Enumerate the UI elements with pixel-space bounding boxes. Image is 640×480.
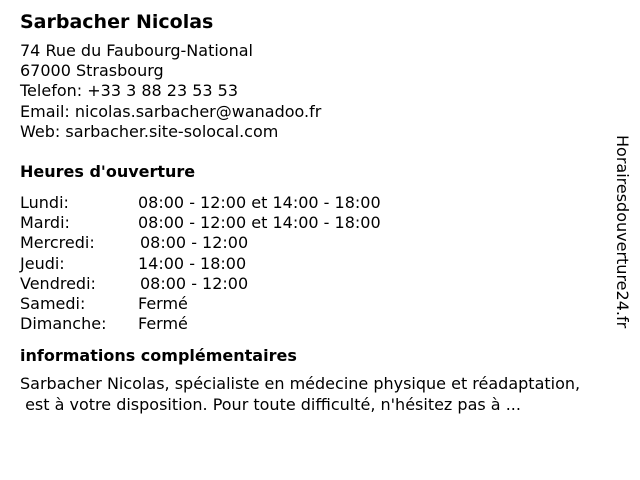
hours-day: Jeudi: bbox=[20, 253, 65, 273]
hours-day: Mercredi: bbox=[20, 233, 95, 253]
hours-row-lundi bbox=[20, 193, 610, 213]
hours-times: 08:00 - 12:00 et 14:00 - 18:00 bbox=[138, 193, 381, 213]
description-line-2: est à votre disposition. Pour toute difficulté, n'hésitez pas à ... bbox=[20, 394, 521, 414]
address-line-2: 67000 Strasbourg bbox=[20, 61, 164, 81]
hours-row-dimanche bbox=[20, 314, 610, 334]
hours-day: Dimanche: bbox=[20, 314, 107, 334]
hours-times: 14:00 - 18:00 bbox=[138, 253, 247, 273]
hours-row-jeudi bbox=[20, 254, 610, 274]
email-line: Email: nicolas.sarbacher@wanadoo.fr bbox=[20, 101, 322, 121]
additional-info-heading: informations complémentaires bbox=[20, 346, 297, 366]
hours-times: 08:00 - 12:00 et 14:00 - 18:00 bbox=[138, 213, 381, 233]
hours-day: Samedi: bbox=[20, 294, 86, 314]
business-name: Sarbacher Nicolas bbox=[20, 11, 214, 33]
hours-row-mercredi bbox=[20, 233, 610, 253]
hours-times: 08:00 - 12:00 bbox=[140, 273, 249, 293]
hours-row-mardi bbox=[20, 213, 610, 233]
hours-row-vendredi bbox=[20, 274, 610, 294]
hours-day: Lundi: bbox=[20, 193, 69, 213]
description-line-1: Sarbacher Nicolas, spécialiste en médecine physique et réadaptation, bbox=[20, 374, 581, 394]
phone-line: Telefon: +33 3 88 23 53 53 bbox=[20, 81, 239, 101]
opening-hours-heading: Heures d'ouverture bbox=[20, 162, 196, 182]
site-watermark: Horairesdouverture24.fr bbox=[613, 135, 632, 329]
address-line-1: 74 Rue du Faubourg-National bbox=[20, 41, 253, 60]
hours-times: Fermé bbox=[138, 294, 188, 314]
hours-times: Fermé bbox=[138, 314, 188, 334]
hours-day: Mardi: bbox=[20, 213, 70, 233]
web-line: Web: sarbacher.site-solocal.com bbox=[20, 121, 279, 141]
business-card bbox=[20, 10, 610, 415]
hours-day: Vendredi: bbox=[20, 273, 96, 293]
hours-row-samedi bbox=[20, 294, 610, 314]
hours-times: 08:00 - 12:00 bbox=[140, 233, 249, 253]
opening-hours-table bbox=[20, 193, 610, 334]
